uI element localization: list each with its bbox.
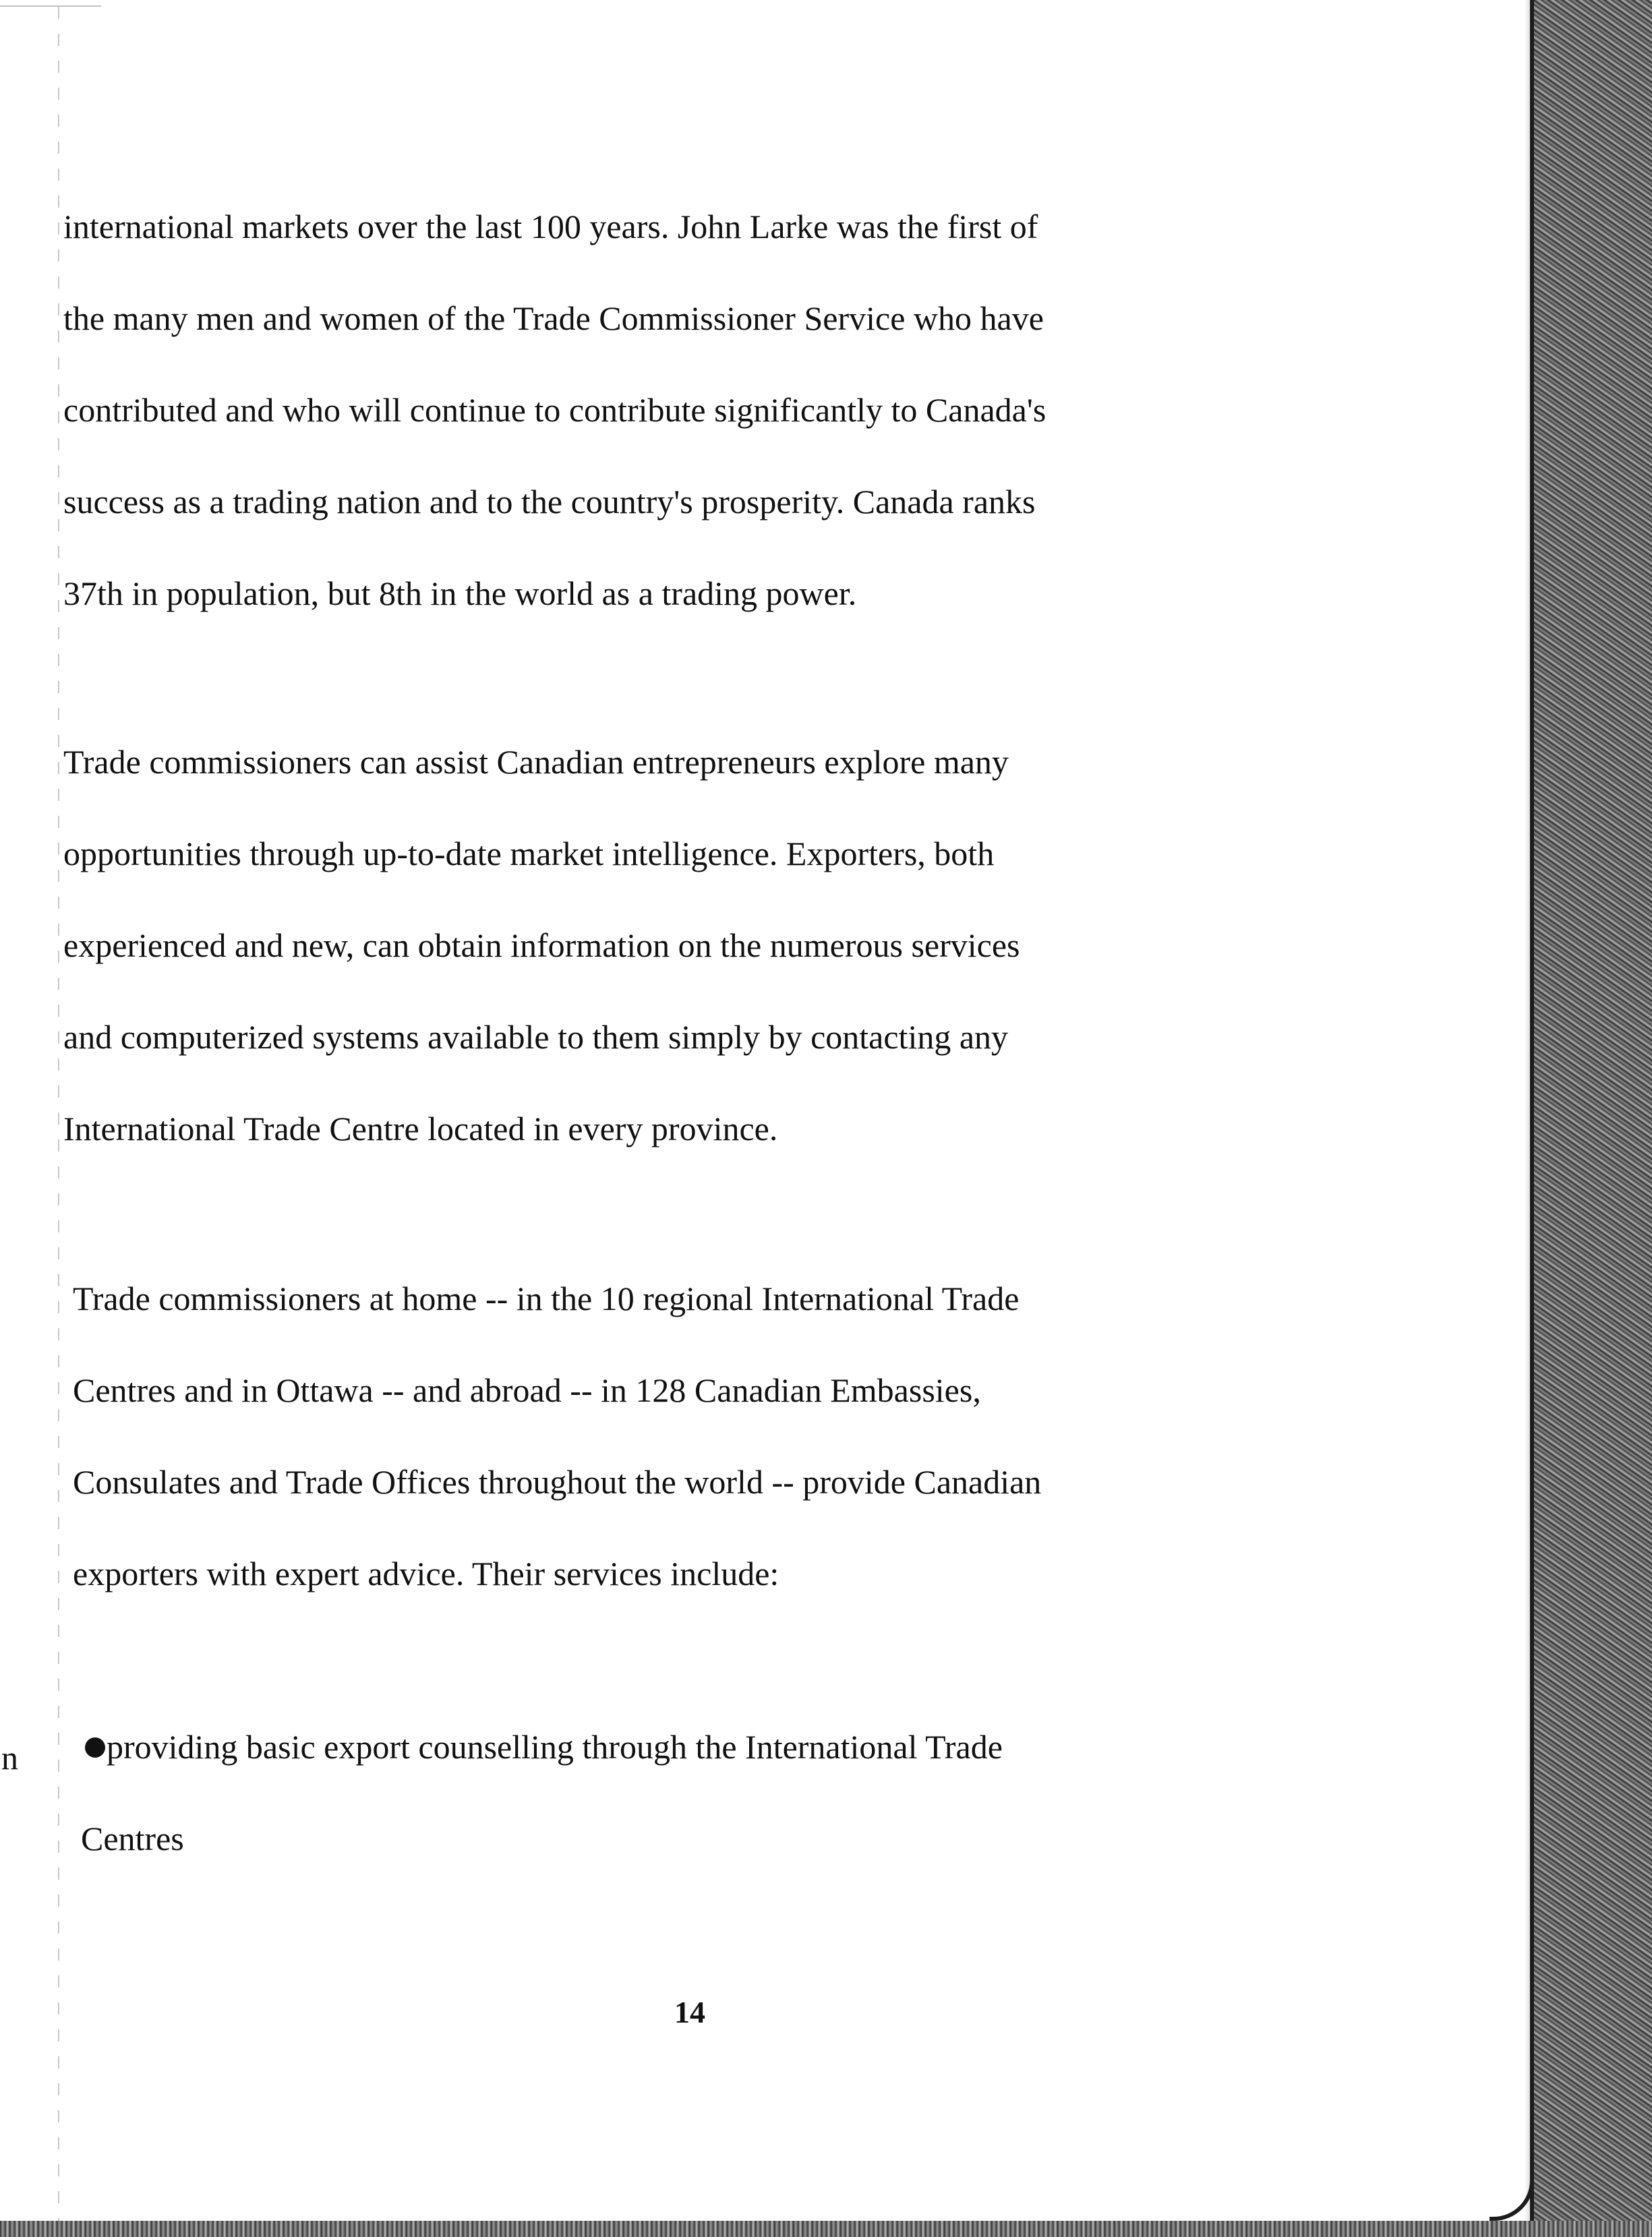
paragraph-line: Trade commissioners at home -- in the 10 regional International Trade: [73, 1280, 1020, 1317]
paragraph-1: [63, 181, 1412, 639]
paragraph-line: Centres and in Ottawa -- and abroad -- in 128 Canadian Embassies,: [73, 1371, 981, 1409]
scan-edge-right: [1530, 0, 1652, 2237]
paragraph-line: the many men and women of the Trade Commissioner Service who have: [63, 299, 1044, 337]
bullet-list-item: [81, 1701, 1362, 1884]
paragraph-line: International Trade Centre located in every province.: [63, 1110, 778, 1147]
bullet-line: providing basic export counselling through the International Trade: [107, 1728, 1003, 1766]
paragraph-3: [73, 1253, 1421, 1619]
bullet-icon: [85, 1737, 105, 1758]
paragraph-line: experienced and new, can obtain information on the numerous services: [63, 926, 1020, 964]
paragraph-line: success as a trading nation and to the country's prosperity. Canada ranks: [63, 483, 1036, 520]
paragraph-line: contributed and who will continue to contribute significantly to Canada's: [63, 391, 1046, 429]
bullet-line: Centres: [81, 1820, 184, 1857]
paragraph-line: Trade commissioners can assist Canadian entrepreneurs explore many: [63, 743, 1009, 781]
bullet-text: [81, 1701, 1362, 1884]
scan-margin-line: [58, 7, 59, 2225]
paragraph-line: Consulates and Trade Offices throughout the world -- provide Canadian: [73, 1463, 1042, 1501]
margin-stray-letter: n: [1, 1739, 18, 1777]
paragraph-line: international markets over the last 100 years. John Larke was the first of: [63, 208, 1038, 245]
paragraph-line: and computerized systems available to them simply by contacting any: [63, 1018, 1009, 1056]
paragraph-2: [63, 716, 1412, 1174]
page-number: 14: [674, 1995, 705, 2029]
scan-corner-line: [0, 0, 101, 7]
paragraph-line: opportunities through up-to-date market intelligence. Exporters, both: [63, 835, 995, 872]
paragraph-line: 37th in population, but 8th in the world as a trading power.: [63, 574, 857, 612]
scan-edge-bottom: [0, 2221, 1652, 2237]
paragraph-line: exporters with expert advice. Their services include:: [73, 1555, 779, 1592]
